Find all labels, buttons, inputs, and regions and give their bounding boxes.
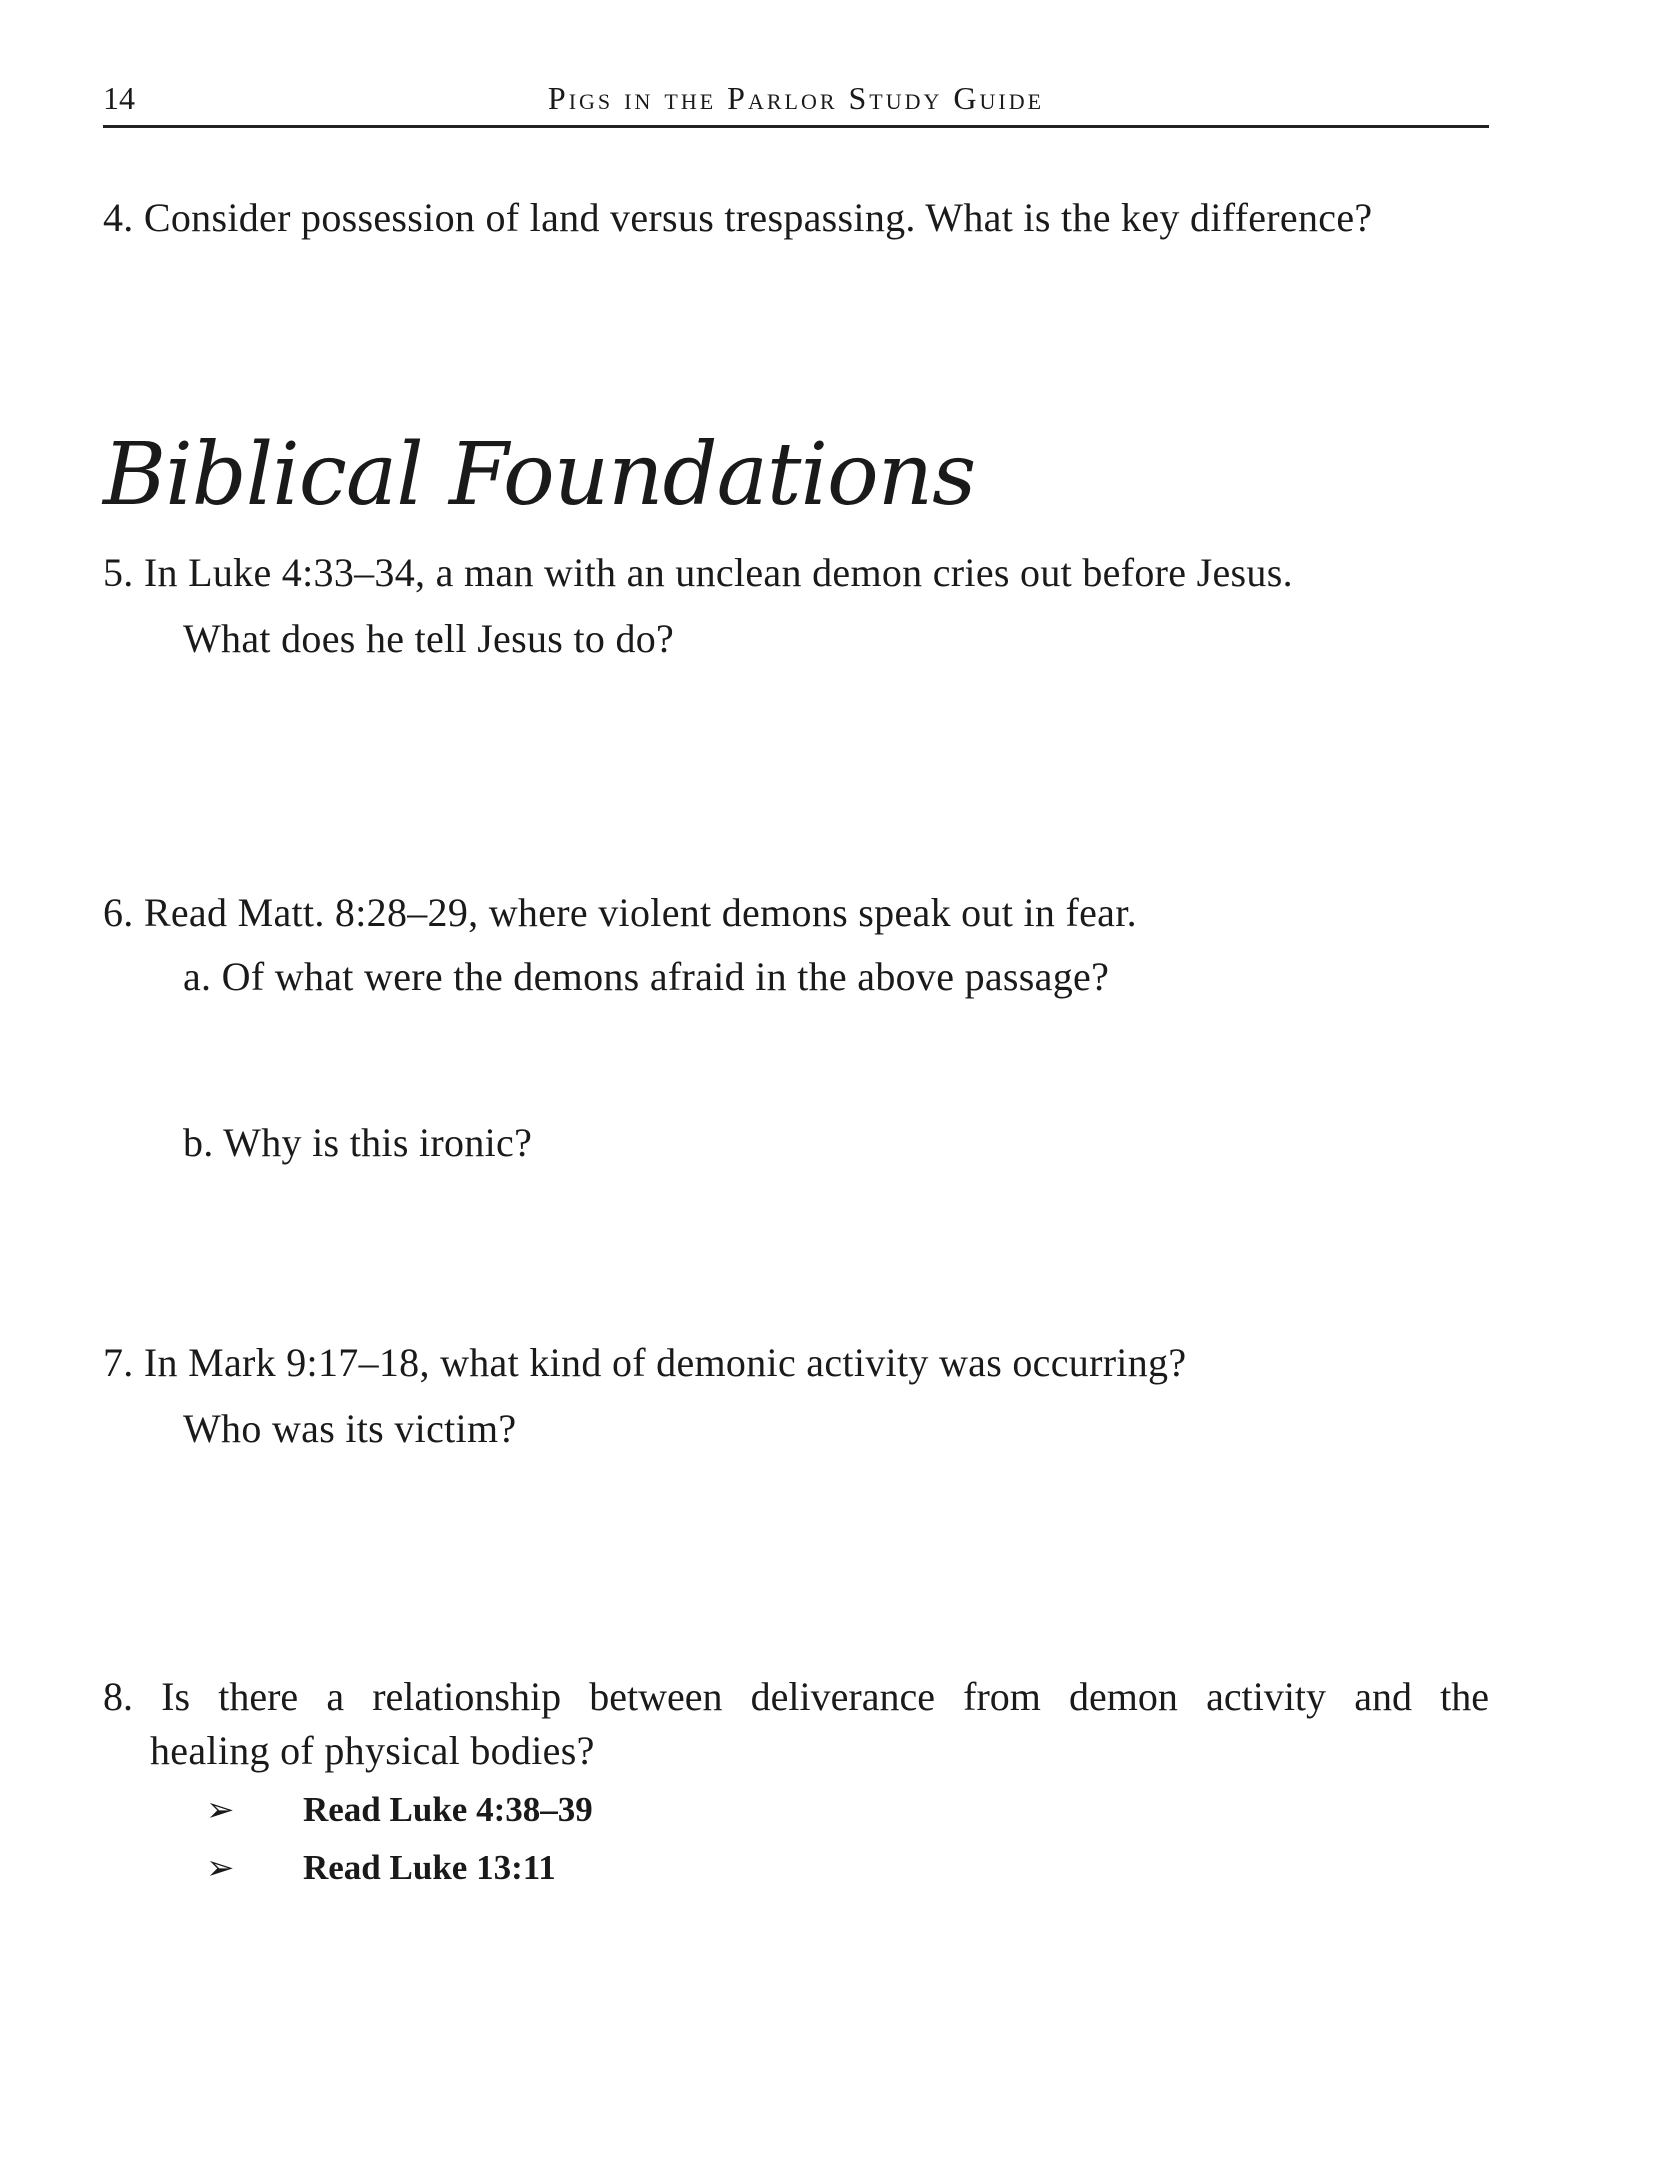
arrow-bullet-icon: ➢ (206, 1790, 235, 1830)
question-7-line-1: 7. In Mark 9:17–18, what kind of demonic activity was occurring? (103, 1340, 1187, 1385)
question-8-line-1: 8. Is there a relationship between deliverance from demon activity and the (103, 1674, 1489, 1719)
question-5-line-2: What does he tell Jesus to do? (183, 616, 675, 661)
question-8-line-2: healing of physical bodies? (150, 1728, 595, 1773)
question-5-line-1: 5. In Luke 4:33–34, a man with an unclean demon cries out before Jesus. (103, 550, 1293, 595)
header-rule (103, 125, 1489, 128)
running-header: Pigs in the Parlor Study Guide (547, 80, 1045, 116)
question-7-line-2: Who was its victim? (183, 1406, 517, 1451)
page-number: 14 (103, 80, 135, 116)
bullet-text: Read Luke 4:38–39 (303, 1790, 593, 1829)
question-6b: b. Why is this ironic? (183, 1120, 533, 1165)
question-6a: a. Of what were the demons afraid in the above passage? (183, 954, 1110, 999)
section-heading: Biblical Foundations (103, 425, 976, 525)
question-4: 4. Consider possession of land versus trespassing. What is the key difference? (103, 195, 1373, 240)
arrow-bullet-icon: ➢ (206, 1848, 235, 1888)
bullet-text: Read Luke 13:11 (303, 1848, 556, 1887)
question-6: 6. Read Matt. 8:28–29, where violent demons speak out in fear. (103, 890, 1137, 935)
